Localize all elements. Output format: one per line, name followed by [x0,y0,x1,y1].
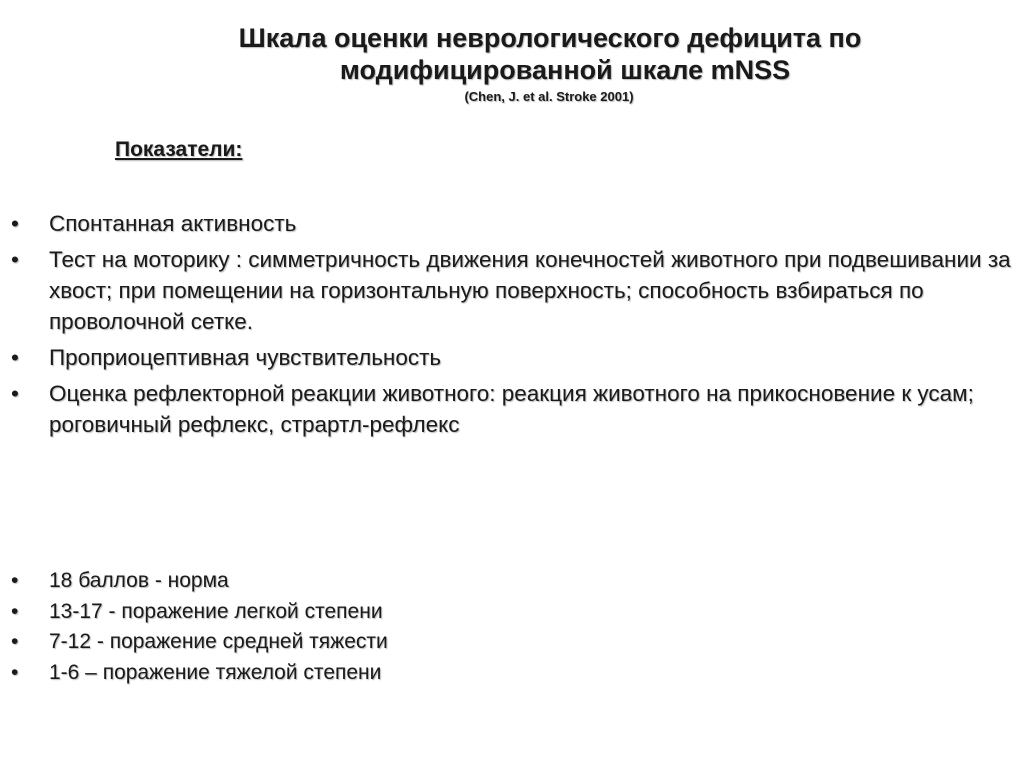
score-item [11,627,1011,658]
list-item [11,208,1011,239]
list-item [11,244,1011,337]
bullet-icon: • [11,599,19,623]
indicators-list [11,208,1011,445]
bullet-icon: • [11,381,19,406]
score-item [11,597,1011,628]
slide-title-line-1: Шкала оценки неврологического дефицита по [238,23,862,53]
citation: (Chen, J. et al. Stroke 2001) [464,89,634,104]
bullet-icon: • [11,569,19,592]
bullet-icon: • [11,247,19,272]
score-item-text: 13-17 - поражение легкой степени [49,599,383,623]
list-item [11,342,1011,373]
slide-title-line-2: модифицированной шкале mNSS [339,55,791,85]
bullet-icon: • [11,345,19,370]
indicators-heading: Показатели: [115,138,243,161]
score-item [11,566,1011,597]
bullet-icon: • [11,211,19,236]
score-item-text: 7-12 - поражение средней тяжести [49,630,388,653]
list-item-text: Проприоцептивная чувствительность [49,345,442,370]
list-item [11,378,1011,440]
bullet-icon: • [11,630,19,653]
list-item-text: Тест на моторику : симметричность движения конечностей животного при подвешивании за хвост; при помещении на горизонтальную поверхность; способность взбираться по проволочной сетке. [49,247,1011,334]
score-item-text: 1-6 – поражение тяжелой степени [49,660,382,684]
scores-list [11,566,1011,688]
bullet-icon: • [11,660,19,684]
score-item-text: 18 баллов - норма [49,569,229,592]
title-block [0,22,1024,106]
score-item [11,658,1011,689]
list-item-text: Спонтанная активность [49,211,297,236]
list-item-text: Оценка рефлекторной реакции животного: реакция животного на прикосновение к усам; роговичный рефлекс, страртл-рефлекс [49,381,974,437]
